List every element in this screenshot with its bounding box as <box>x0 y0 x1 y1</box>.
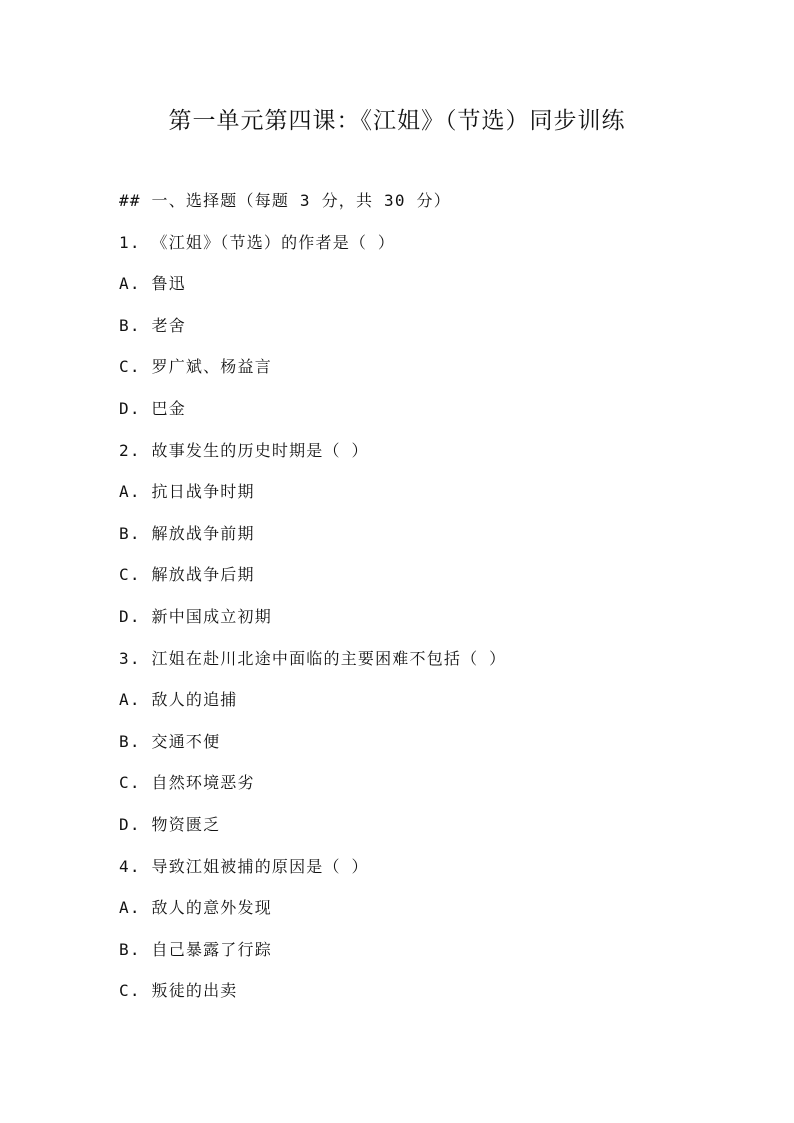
question-2 <box>119 440 739 648</box>
question-stem: 2. 故事发生的历史时期是（ ） <box>119 440 369 460</box>
question-stem: 4. 导致江姐被捕的原因是（ ） <box>119 856 369 876</box>
option-b: B. 自己暴露了行踪 <box>119 939 272 959</box>
option-b: B. 老舍 <box>119 315 186 335</box>
question-1 <box>119 232 739 440</box>
option-a: A. 敌人的意外发现 <box>119 898 272 918</box>
option-c: C. 叛徒的出卖 <box>119 981 238 1001</box>
section-heading: ## 一、选择题（每题 3 分，共 30 分） <box>119 191 451 210</box>
question-stem: 3. 江姐在赴川北途中面临的主要困难不包括（ ） <box>119 648 507 668</box>
option-d: D. 新中国成立初期 <box>119 606 272 626</box>
question-stem: 1. 《江姐》（节选）的作者是（ ） <box>119 232 396 252</box>
option-d: D. 物资匮乏 <box>119 814 221 834</box>
option-a: A. 抗日战争时期 <box>119 482 255 502</box>
question-3 <box>119 648 739 856</box>
page-title: 第一单元第四课：《江姐》（节选）同步训练 <box>168 108 626 134</box>
question-section <box>119 190 739 1022</box>
option-a: A. 敌人的追捕 <box>119 690 238 710</box>
option-a: A. 鲁迅 <box>119 274 186 294</box>
option-b: B. 解放战争前期 <box>119 523 255 543</box>
question-4 <box>119 856 739 1022</box>
option-c: C. 解放战争后期 <box>119 565 255 585</box>
option-d: D. 巴金 <box>119 398 186 418</box>
option-c: C. 罗广斌、杨益言 <box>119 357 272 377</box>
option-b: B. 交通不便 <box>119 731 221 751</box>
option-c: C. 自然环境恶劣 <box>119 773 255 793</box>
